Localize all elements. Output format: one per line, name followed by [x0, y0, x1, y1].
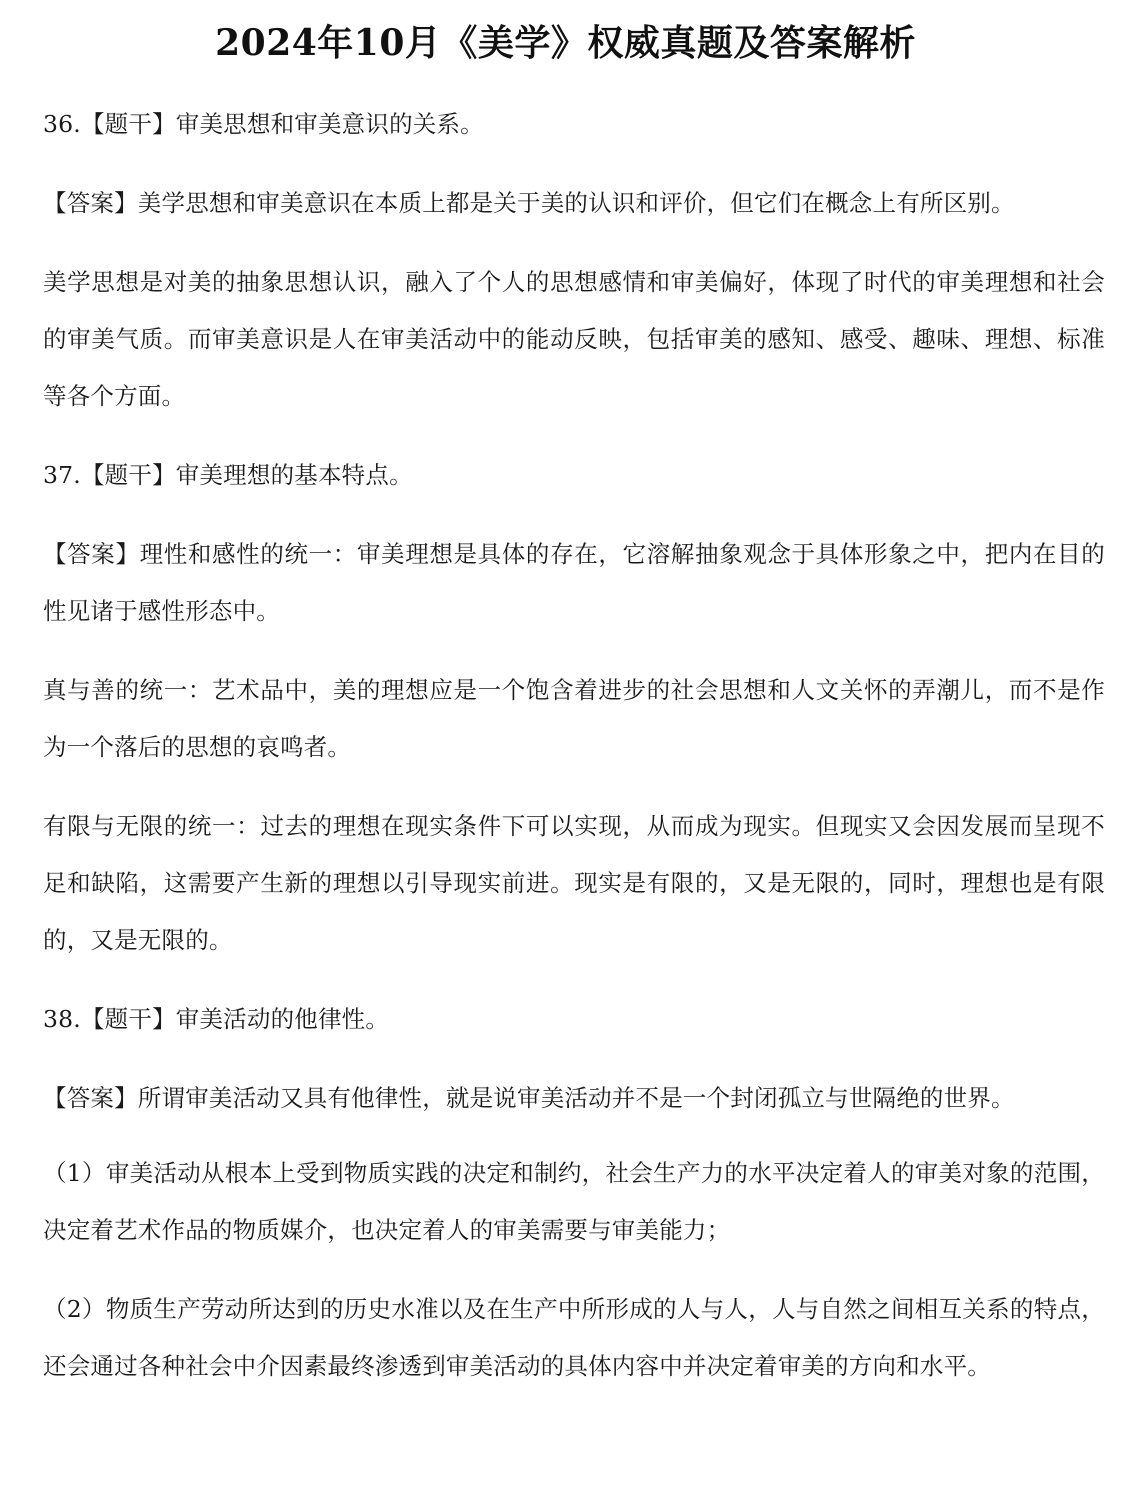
question-37-stem: 37.【题干】审美理想的基本特点。	[43, 461, 413, 489]
question-38-answer-point-1: （1）审美活动从根本上受到物质实践的决定和制约，社会生产力的水平决定着人的审美对象的范围，决定着艺术作品的物质媒介，也决定着人的审美需要与审美能力；	[43, 1159, 1105, 1244]
question-38-stem: 38.【题干】审美活动的他律性。	[43, 1005, 390, 1033]
question-37-answer: 【答案】理性和感性的统一：审美理想是具体的存在，它溶解抽象观念于具体形象之中，把内在目的性见诸于感性形态中。	[43, 540, 1105, 625]
question-37-answer-point-3: 有限与无限的统一：过去的理想在现实条件下可以实现，从而成为现实。但现实又会因发展而呈现不足和缺陷，这需要产生新的理想以引导现实前进。现实是有限的，又是无限的，同时，理想也是有限的，又是无限的。	[43, 812, 1105, 954]
question-36-answer-detail: 美学思想是对美的抽象思想认识，融入了个人的思想感情和审美偏好，体现了时代的审美理想和社会的审美气质。而审美意识是人在审美活动中的能动反映，包括审美的感知、感受、趣味、理想、标准等各个方面。	[43, 268, 1105, 410]
question-36-stem: 36.【题干】审美思想和审美意识的关系。	[43, 110, 484, 138]
document-body	[43, 96, 1105, 1395]
question-37-answer-point-2: 真与善的统一：艺术品中，美的理想应是一个饱含着进步的社会思想和人文关怀的弄潮儿，而不是作为一个落后的思想的哀鸣者。	[43, 676, 1105, 761]
question-36-answer: 【答案】美学思想和审美意识在本质上都是关于美的认识和评价，但它们在概念上有所区别。	[43, 189, 1015, 217]
question-38-answer-point-2: （2）物质生产劳动所达到的历史水准以及在生产中所形成的人与人，人与自然之间相互关系的特点，还会通过各种社会中介因素最终渗透到审美活动的具体内容中并决定着审美的方向和水平。	[43, 1295, 1105, 1380]
question-38-answer: 【答案】所谓审美活动又具有他律性，就是说审美活动并不是一个封闭孤立与世隔绝的世界。	[43, 1084, 1015, 1112]
page-title: 2024年10月《美学》权威真题及答案解析	[215, 22, 916, 64]
